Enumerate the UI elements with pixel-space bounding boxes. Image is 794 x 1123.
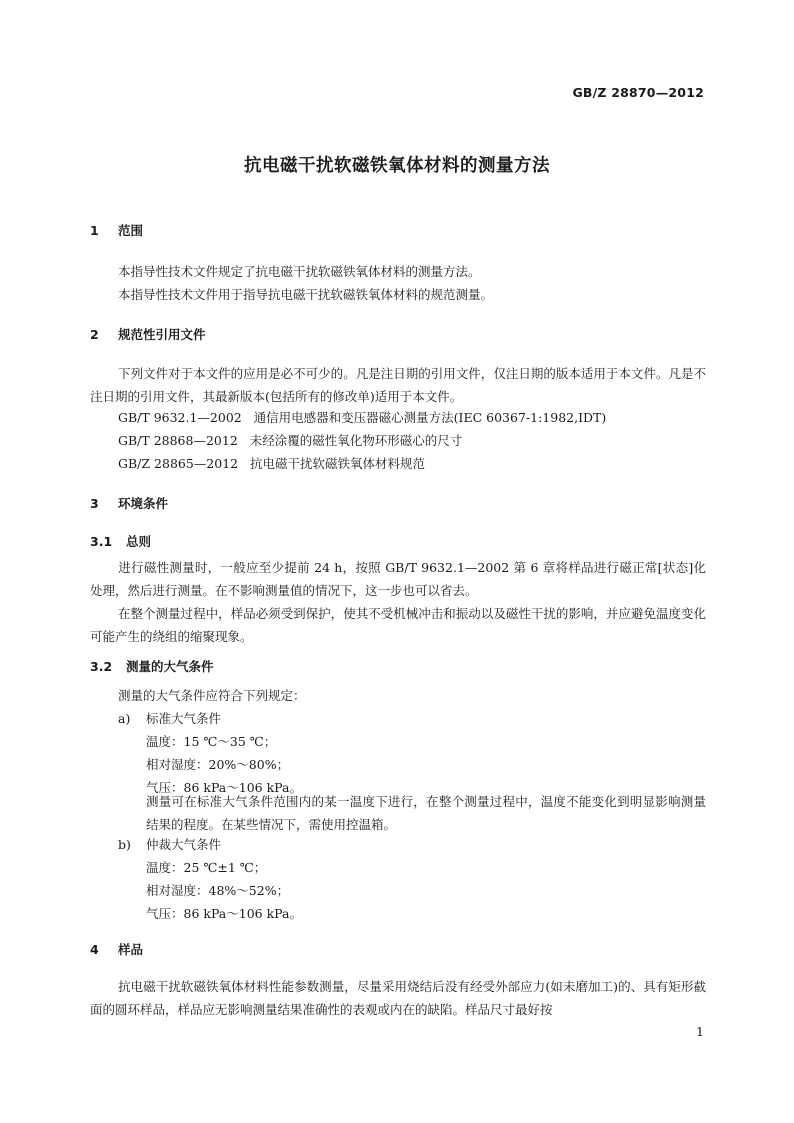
reference-item xyxy=(118,408,606,426)
reference-code: GB/T 9632.1—2002 xyxy=(118,410,242,425)
section-title: 范围 xyxy=(118,223,144,238)
condition-line: 温度：15 ℃～35 ℃； xyxy=(146,734,277,749)
paragraph xyxy=(90,602,706,648)
document-title: 抗电磁干扰软磁铁氧体材料的测量方法 xyxy=(244,156,550,176)
condition-line: 相对湿度：20%～80%； xyxy=(146,757,290,772)
subsection-heading xyxy=(90,657,214,675)
reference-title: 通信用电感器和变压器磁心测量方法(IEC 60367-1:1982,IDT) xyxy=(253,410,607,425)
subsection-title: 总则 xyxy=(126,534,152,549)
section-number: 2 xyxy=(90,327,99,342)
paragraph-text: 在整个测量过程中，样品必须受到保护，使其不受机械冲击和振动以及磁性干扰的影响，并应避免温度变化可能产生的绕组的缩聚现象。 xyxy=(90,606,706,644)
paragraph: 测量的大气条件应符合下列规定： xyxy=(118,688,306,703)
subsection-number: 3.1 xyxy=(90,534,113,549)
condition-line: 相对湿度：48%～52%； xyxy=(146,883,290,898)
paragraph xyxy=(90,362,706,408)
section-heading xyxy=(90,940,143,958)
paragraph-text: 进行磁性测量时，一般应至少提前 24 h，按照 GB/T 9632.1—2002 第 6 章将样品进行磁正常[状态]化处理，然后进行测量。在不影响测量值的情况下，这一步也可以省去。 xyxy=(90,560,706,598)
list-label: 标准大气条件 xyxy=(146,711,222,726)
list-marker: b) xyxy=(118,837,131,852)
reference-code: GB/T 28868—2012 xyxy=(118,433,238,448)
paragraph xyxy=(90,556,706,602)
section-title: 规范性引用文件 xyxy=(118,327,206,342)
section-title: 样品 xyxy=(118,942,144,957)
list-item xyxy=(118,709,221,727)
condition-note: 测量可在标准大气条件范围内的某一温度下进行，在整个测量过程中，温度不能变化到明显影响测量结果的程度。在某些情况下，需使用控温箱。 xyxy=(146,794,706,832)
section-heading xyxy=(90,494,168,512)
section-heading xyxy=(90,325,206,343)
page-number: 1 xyxy=(696,1024,704,1039)
reference-item xyxy=(118,454,425,472)
condition-line: 温度：25 ℃±1 ℃； xyxy=(146,860,267,875)
subsection-heading xyxy=(90,532,151,550)
section-title: 环境条件 xyxy=(118,496,169,511)
reference-code: GB/Z 28865—2012 xyxy=(118,456,239,471)
paragraph xyxy=(90,975,706,1021)
paragraph: 本指导性技术文件规定了抗电磁干扰软磁铁氧体材料的测量方法。 xyxy=(118,264,481,279)
section-number: 3 xyxy=(90,496,99,511)
subsection-title: 测量的大气条件 xyxy=(126,659,214,674)
list-label: 仲裁大气条件 xyxy=(146,837,222,852)
section-number: 4 xyxy=(90,942,99,957)
list-item xyxy=(118,835,221,853)
document-code: GB/Z 28870—2012 xyxy=(572,85,704,100)
paragraph: 本指导性技术文件用于指导抗电磁干扰软磁铁氧体材料的规范测量。 xyxy=(118,287,494,302)
paragraph-text: 抗电磁干扰软磁铁氧体材料性能参数测量，尽量采用烧结后没有经受外部应力(如未磨加工)的、具有矩形截面的圆环样品，样品应无影响测量结果准确性的表观或内在的缺陷。样品尺寸最好按 xyxy=(90,979,706,1017)
reference-title: 未经涂覆的磁性氧化物环形磁心的尺寸 xyxy=(249,433,463,448)
reference-title: 抗电磁干扰软磁铁氧体材料规范 xyxy=(250,456,426,471)
list-marker: a) xyxy=(118,711,131,726)
section-number: 1 xyxy=(90,223,99,238)
condition-line: 气压：86 kPa～106 kPa。 xyxy=(146,906,302,921)
reference-item xyxy=(118,431,462,449)
subsection-number: 3.2 xyxy=(90,659,113,674)
condition-line: 气压：86 kPa～106 kPa。 xyxy=(146,780,302,795)
section-heading xyxy=(90,221,143,239)
paragraph-text: 下列文件对于本文件的应用是必不可少的。凡是注日期的引用文件，仅注日期的版本适用于本文件。凡是不注日期的引用文件，其最新版本(包括所有的修改单)适用于本文件。 xyxy=(90,366,706,404)
